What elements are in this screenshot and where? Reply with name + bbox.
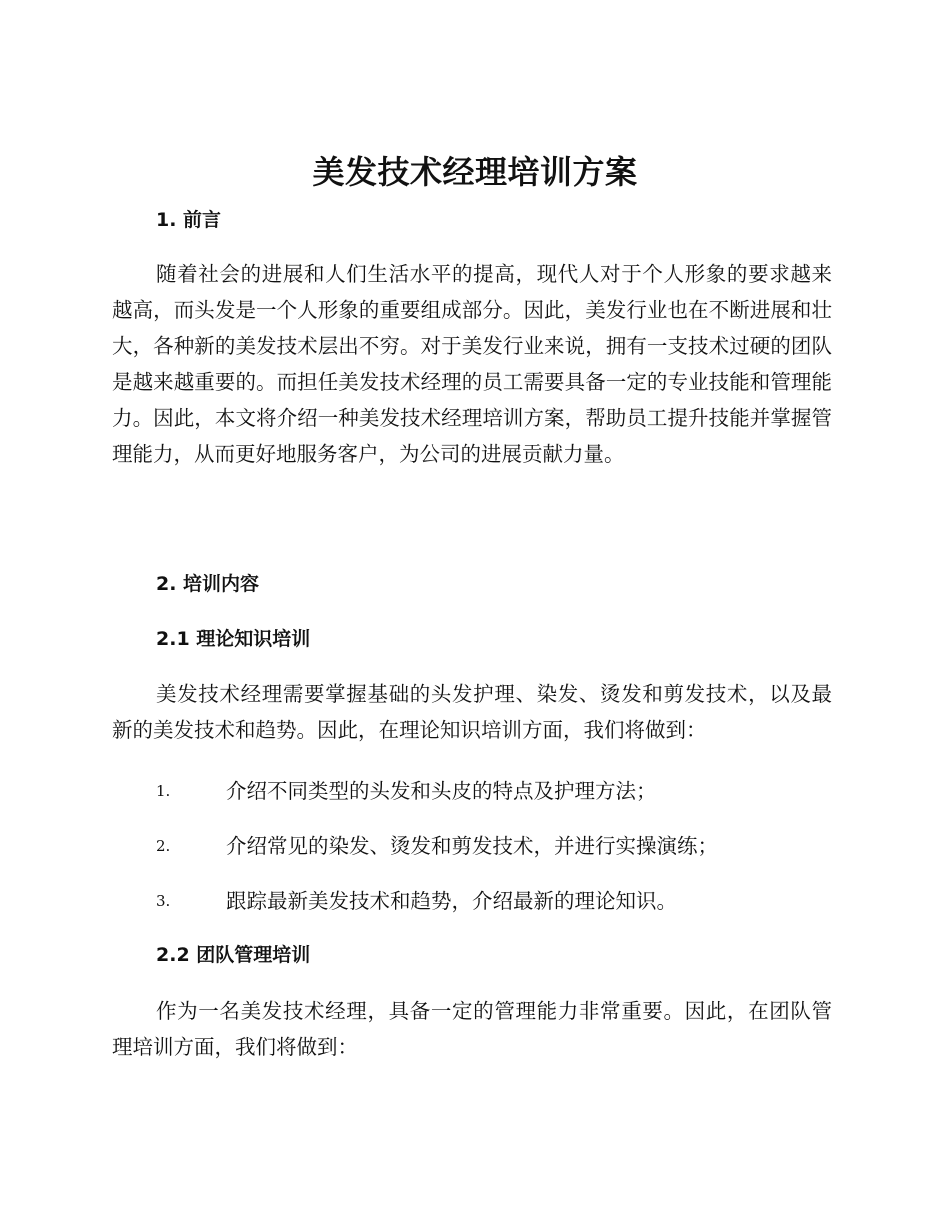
subsection-heading-theory: 2.1 理论知识培训 [156, 628, 311, 650]
list-item-number: 2. [156, 837, 171, 855]
section-heading-preface: 1. 前言 [156, 209, 222, 231]
team-management-paragraph: 作为一名美发技术经理，具备一定的管理能力非常重要。因此，在团队管理培训方面，我们将做到： [112, 999, 832, 1059]
list-item-text: 介绍常见的染发、烫发和剪发技术，并进行实操演练； [226, 834, 718, 858]
document-title: 美发技术经理培训方案 [312, 153, 638, 191]
list-item-number: 3. [156, 892, 171, 910]
theory-paragraph: 美发技术经理需要掌握基础的头发护理、染发、烫发和剪发技术，以及最新的美发技术和趋势。因此，在理论知识培训方面，我们将做到： [112, 682, 832, 742]
list-item-text: 跟踪最新美发技术和趋势，介绍最新的理论知识。 [226, 889, 677, 913]
list-item-number: 1. [156, 782, 171, 800]
section-heading-training-content: 2. 培训内容 [156, 573, 260, 595]
subsection-heading-team-management: 2.2 团队管理培训 [156, 944, 311, 966]
preface-paragraph: 随着社会的进展和人们生活水平的提高，现代人对于个人形象的要求越来越高，而头发是一个人形象的重要组成部分。因此，美发行业也在不断进展和壮大，各种新的美发技术层出不穷。对于美发行业来说，拥有一支技术过硬的团队是越来越重要的。而担任美发技术经理的员工需要具备一定的专业技能和管理能力。因此，本文将介绍一种美发技术经理培训方案，帮助员工提升技能并掌握管理能力，从而更好地服务客户，为公司的进展贡献力量。 [112, 262, 832, 466]
list-item-text: 介绍不同类型的头发和头皮的特点及护理方法； [226, 779, 657, 803]
